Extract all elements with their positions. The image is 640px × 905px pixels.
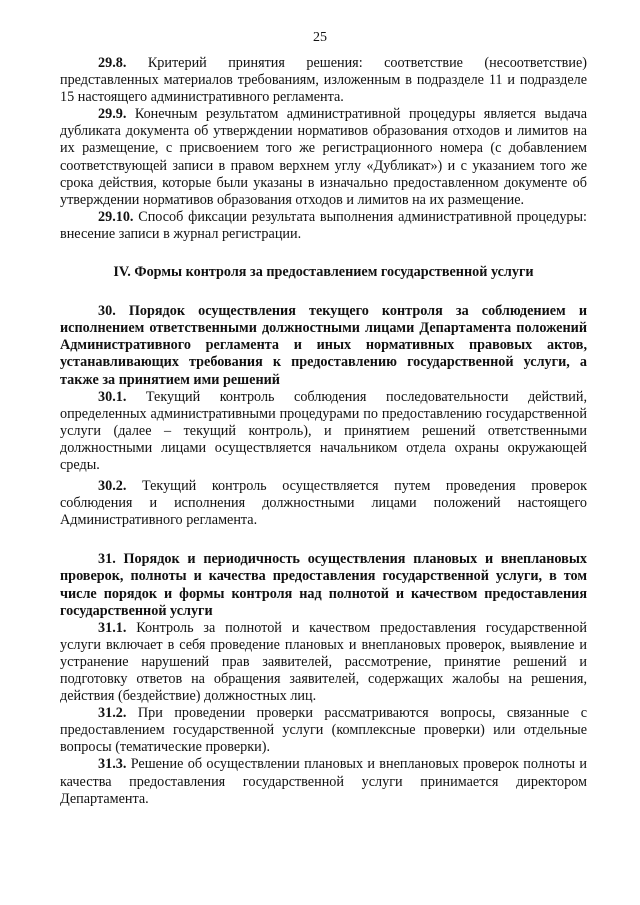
- clause-number: 31.3.: [98, 756, 127, 773]
- clause-text: Способ фиксации результата выполнения административной процедуры: внесение записи в журнал регистрации.: [60, 208, 587, 242]
- paragraph-29-8: [60, 55, 587, 106]
- clause-number: 30.1.: [98, 388, 127, 405]
- paragraph-30-2: [60, 478, 587, 529]
- clause-text: Контроль за полнотой и качеством предоставления государственной услуги включает в себя проведение плановых и внеплановых проверок, выявление и устранение нарушений прав заявителей, рассмотрение, принятие решений и подготовку ответов на обращения заявителей, содержащих жалобы на решения, действия (бездействие) должностных лиц.: [60, 619, 587, 705]
- document-body: [60, 55, 587, 808]
- clause-number: 29.10.: [98, 208, 134, 225]
- clause-text: При проведении проверки рассматриваются вопросы, связанные с предоставлением государственной услуги (комплексные проверки) или отдельные вопросы (тематические проверки).: [60, 705, 587, 756]
- paragraph-29-9: [60, 106, 587, 209]
- paragraph-31-heading: 31. Порядок и периодичность осуществления плановых и внеплановых проверок, полноты и качества предоставления государственной услуги, в том числе порядок и формы контроля над полнотой и качеством предоставления государственной услуги: [60, 551, 587, 619]
- clause-number: 30.2.: [98, 478, 127, 495]
- paragraph-31-2: [60, 705, 587, 756]
- clause-text: Текущий контроль соблюдения последовательности действий, определенных административными процедурами по предоставлению государственной услуги (далее – текущий контроль), и принятием решений ответственными должностными лицами осуществляется начальником отдела охраны окружающей среды.: [60, 388, 587, 473]
- clause-text: Текущий контроль осуществляется путем проведения проверок соблюдения и исполнения должностными лицами положений настоящего Административного регламента.: [60, 478, 587, 529]
- clause-text: Конечным результатом административной процедуры является выдача дубликата документа об утверждении нормативов образования отходов и лимитов на их размещение, с присвоением того же регистрационного номера (с добавлением соответствующей записи в правом верхнем углу «Дубликат») и с указанием того же срока действия, которые были указаны в изначально предоставленном документе об утверждении нормативов образования отходов и лимитов на их размещение.: [60, 106, 587, 208]
- clause-text: Критерий принятия решения: соответствие (несоответствие) представленных материалов требованиям, изложенным в подразделе 11 и подразделе 15 настоящего административного регламента.: [60, 55, 587, 106]
- paragraph-31-3: [60, 756, 587, 807]
- clause-text: Решение об осуществлении плановых и внеплановых проверок полноты и качества предоставления государственной услуги принимается директором Департамента.: [60, 756, 587, 807]
- paragraph-30-1: [60, 389, 587, 474]
- paragraph-31-1: [60, 620, 587, 705]
- page-number: 25: [313, 30, 327, 45]
- clause-number: 29.9.: [98, 106, 127, 123]
- clause-number: 29.8.: [98, 55, 127, 71]
- clause-number: 31.1.: [98, 619, 127, 636]
- paragraph-30-heading: 30. Порядок осуществления текущего контроля за соблюдением и исполнением ответственными должностными лицами Департамента положений Административного регламента и иных нормативных правовых актов, устанавливающих требования к предоставлению государственной услуги, а также за принятием ими решений: [60, 303, 587, 388]
- section-iv-heading: IV. Формы контроля за предоставлением государственной услуги: [113, 264, 534, 281]
- clause-number: 31.2.: [98, 705, 127, 722]
- paragraph-29-10: [60, 209, 587, 243]
